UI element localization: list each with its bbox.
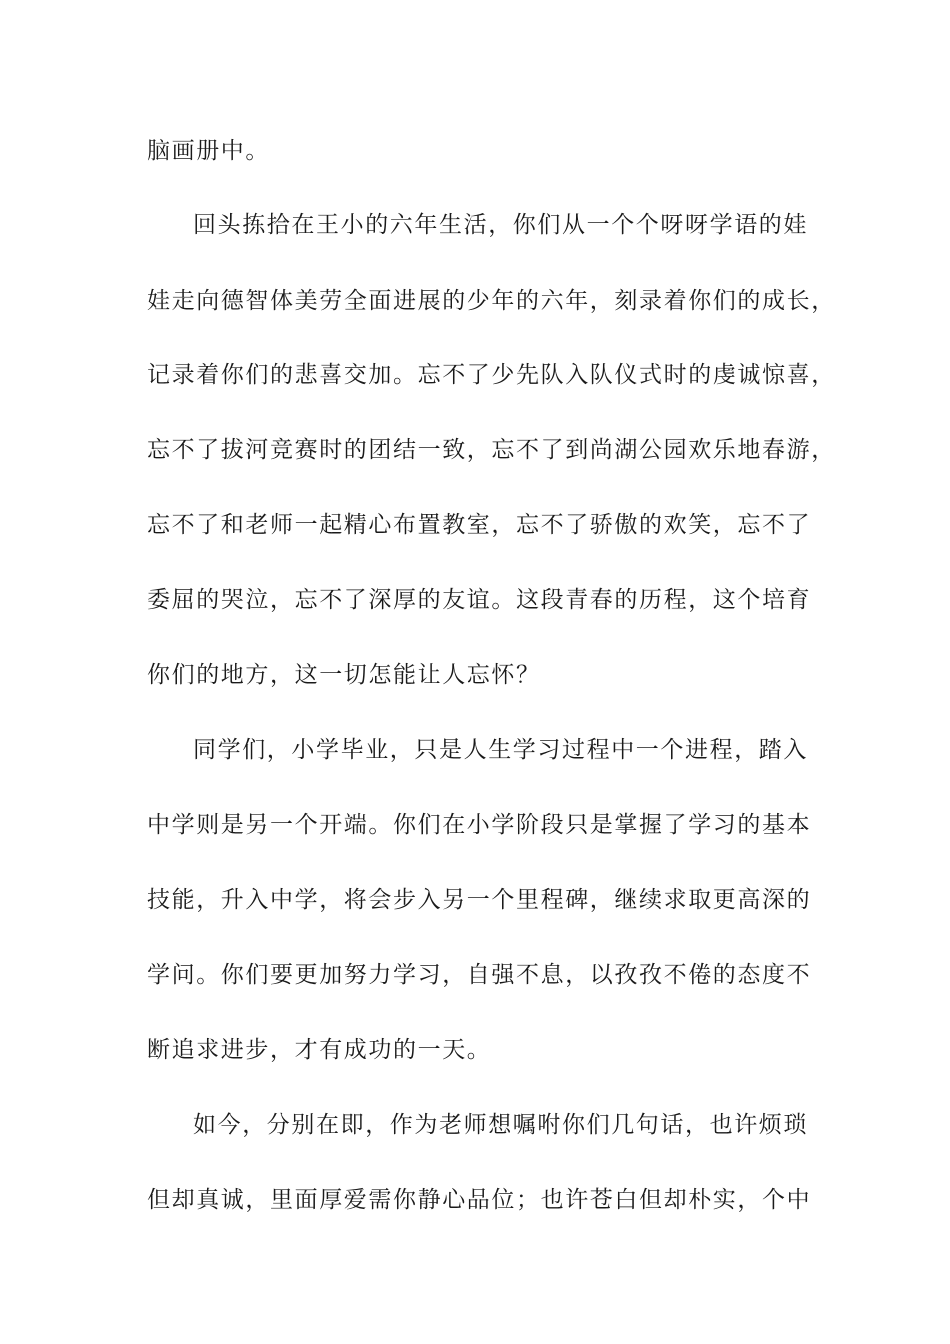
text-line: 你们的地方，这一切怎能让人忘怀？ (147, 662, 541, 688)
text-line: 忘不了拔河竞赛时的团结一致，忘不了到尚湖公园欢乐地春游， (147, 437, 836, 463)
text-line: 委屈的哭泣，忘不了深厚的友谊。这段青春的历程，这个培育 (147, 587, 812, 613)
paragraph-first-line: 如今，分别在即，作为老师想嘱咐你们几句话，也许烦琐 (193, 1112, 808, 1138)
text-line: 学问。你们要更加努力学习，自强不息，以孜孜不倦的态度不 (147, 962, 812, 988)
text-line: 记录着你们的悲喜交加。忘不了少先队入队仪式时的虔诚惊喜， (147, 362, 836, 388)
text-line: 忘不了和老师一起精心布置教室，忘不了骄傲的欢笑，忘不了 (147, 512, 812, 538)
paragraph-first-line: 同学们，小学毕业，只是人生学习过程中一个进程，踏入 (193, 737, 808, 763)
paragraph-first-line: 回头拣拾在王小的六年生活，你们从一个个呀呀学语的娃 (193, 212, 808, 238)
text-line: 脑画册中。 (147, 138, 270, 164)
text-line: 中学则是另一个开端。你们在小学阶段只是掌握了学习的基本 (147, 812, 812, 838)
text-line: 娃走向德智体美劳全面进展的少年的六年，刻录着你们的成长， (147, 288, 836, 314)
text-line: 技能，升入中学，将会步入另一个里程碑，继续求取更高深的 (147, 887, 812, 913)
text-line: 断追求进步，才有成功的一天。 (147, 1037, 492, 1063)
text-line: 但却真诚，里面厚爱需你静心品位；也许苍白但却朴实，个中 (147, 1187, 812, 1213)
